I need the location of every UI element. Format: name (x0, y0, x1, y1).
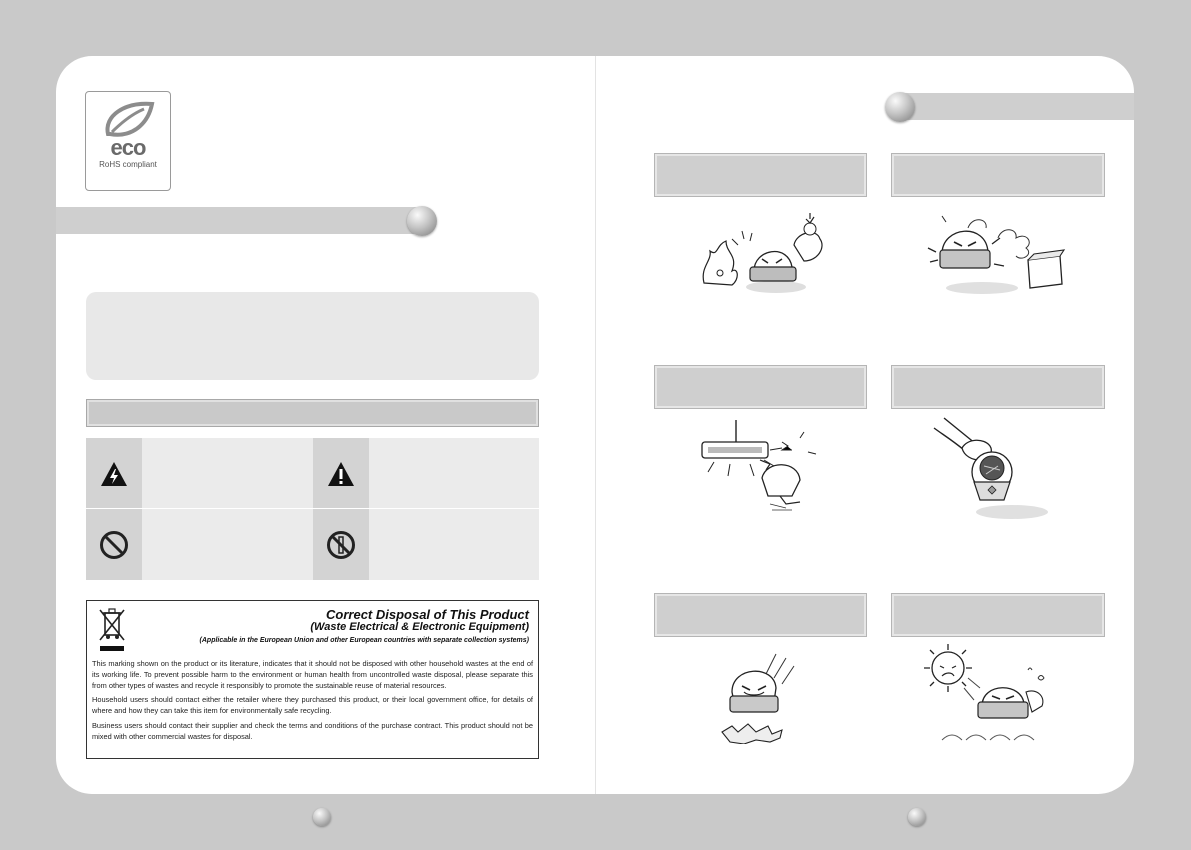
eco-word: eco (110, 135, 146, 160)
symbol-cell (86, 509, 142, 580)
sunlight-and-moisture-cartoon (918, 642, 1058, 746)
weee-title: Correct Disposal of This Product (326, 607, 529, 622)
page-marker-right-icon (908, 808, 926, 826)
weee-subtitle: (Waste Electrical & Electronic Equipment) (310, 621, 529, 633)
notice-box (86, 292, 539, 380)
caution-panel (891, 365, 1105, 409)
section-header-band (900, 93, 1134, 120)
page-gutter (595, 56, 596, 794)
caution-panel (891, 593, 1105, 637)
symbol-cell (86, 438, 142, 509)
caution-panel (891, 153, 1105, 197)
do-not-disassemble-icon (326, 530, 356, 560)
section-header-sphere-icon (407, 206, 437, 236)
dust-and-steam-cartoon (922, 208, 1072, 298)
strong-light-cartoon (700, 420, 830, 512)
rohs-caption: RoHS compliant (99, 160, 157, 169)
weee-body (92, 659, 533, 747)
eco-rohs-logo (85, 91, 171, 191)
weee-paragraph: Household users should contact either the retailer where they purchased this product, or their local government office, for details of where and how they can take this item for environmentally safe recycling. (92, 695, 533, 716)
prohibited-icon (99, 530, 129, 560)
crossed-out-bin-icon (97, 607, 127, 653)
caution-panel (654, 365, 867, 409)
caution-panel (654, 153, 867, 197)
caution-panel (654, 593, 867, 637)
section-header-band (56, 207, 420, 234)
safety-symbols-table (86, 438, 539, 580)
caution-warning-icon (327, 461, 355, 487)
weee-applicability: (Applicable in the European Union and other European countries with separate collection systems) (199, 637, 529, 644)
weee-paragraph: This marking shown on the product or its literature, indicates that it should not be disposed with other household wastes at the end of its working life. To prevent possible harm to the environment or human health from uncontrolled waste disposal, please separate this from other types of wastes and recycle it responsibly to promote the sustainable reuse of material resources. (92, 659, 533, 690)
section-header-sphere-icon (885, 92, 915, 122)
symbol-cell (313, 438, 369, 509)
heat-and-cold-cartoon (698, 205, 828, 297)
page-marker-left-icon (313, 808, 331, 826)
weee-disposal-box (86, 600, 539, 759)
safety-symbols-header (86, 399, 539, 427)
electric-shock-warning-icon (100, 461, 128, 487)
impact-cartoon (716, 652, 806, 744)
symbol-cell (313, 509, 369, 580)
weee-paragraph: Business users should contact their supplier and check the terms and conditions of the purchase contract. This product should not be mixed with other commercial wastes for disposal. (92, 720, 533, 741)
do-not-disassemble-cartoon (932, 416, 1056, 520)
